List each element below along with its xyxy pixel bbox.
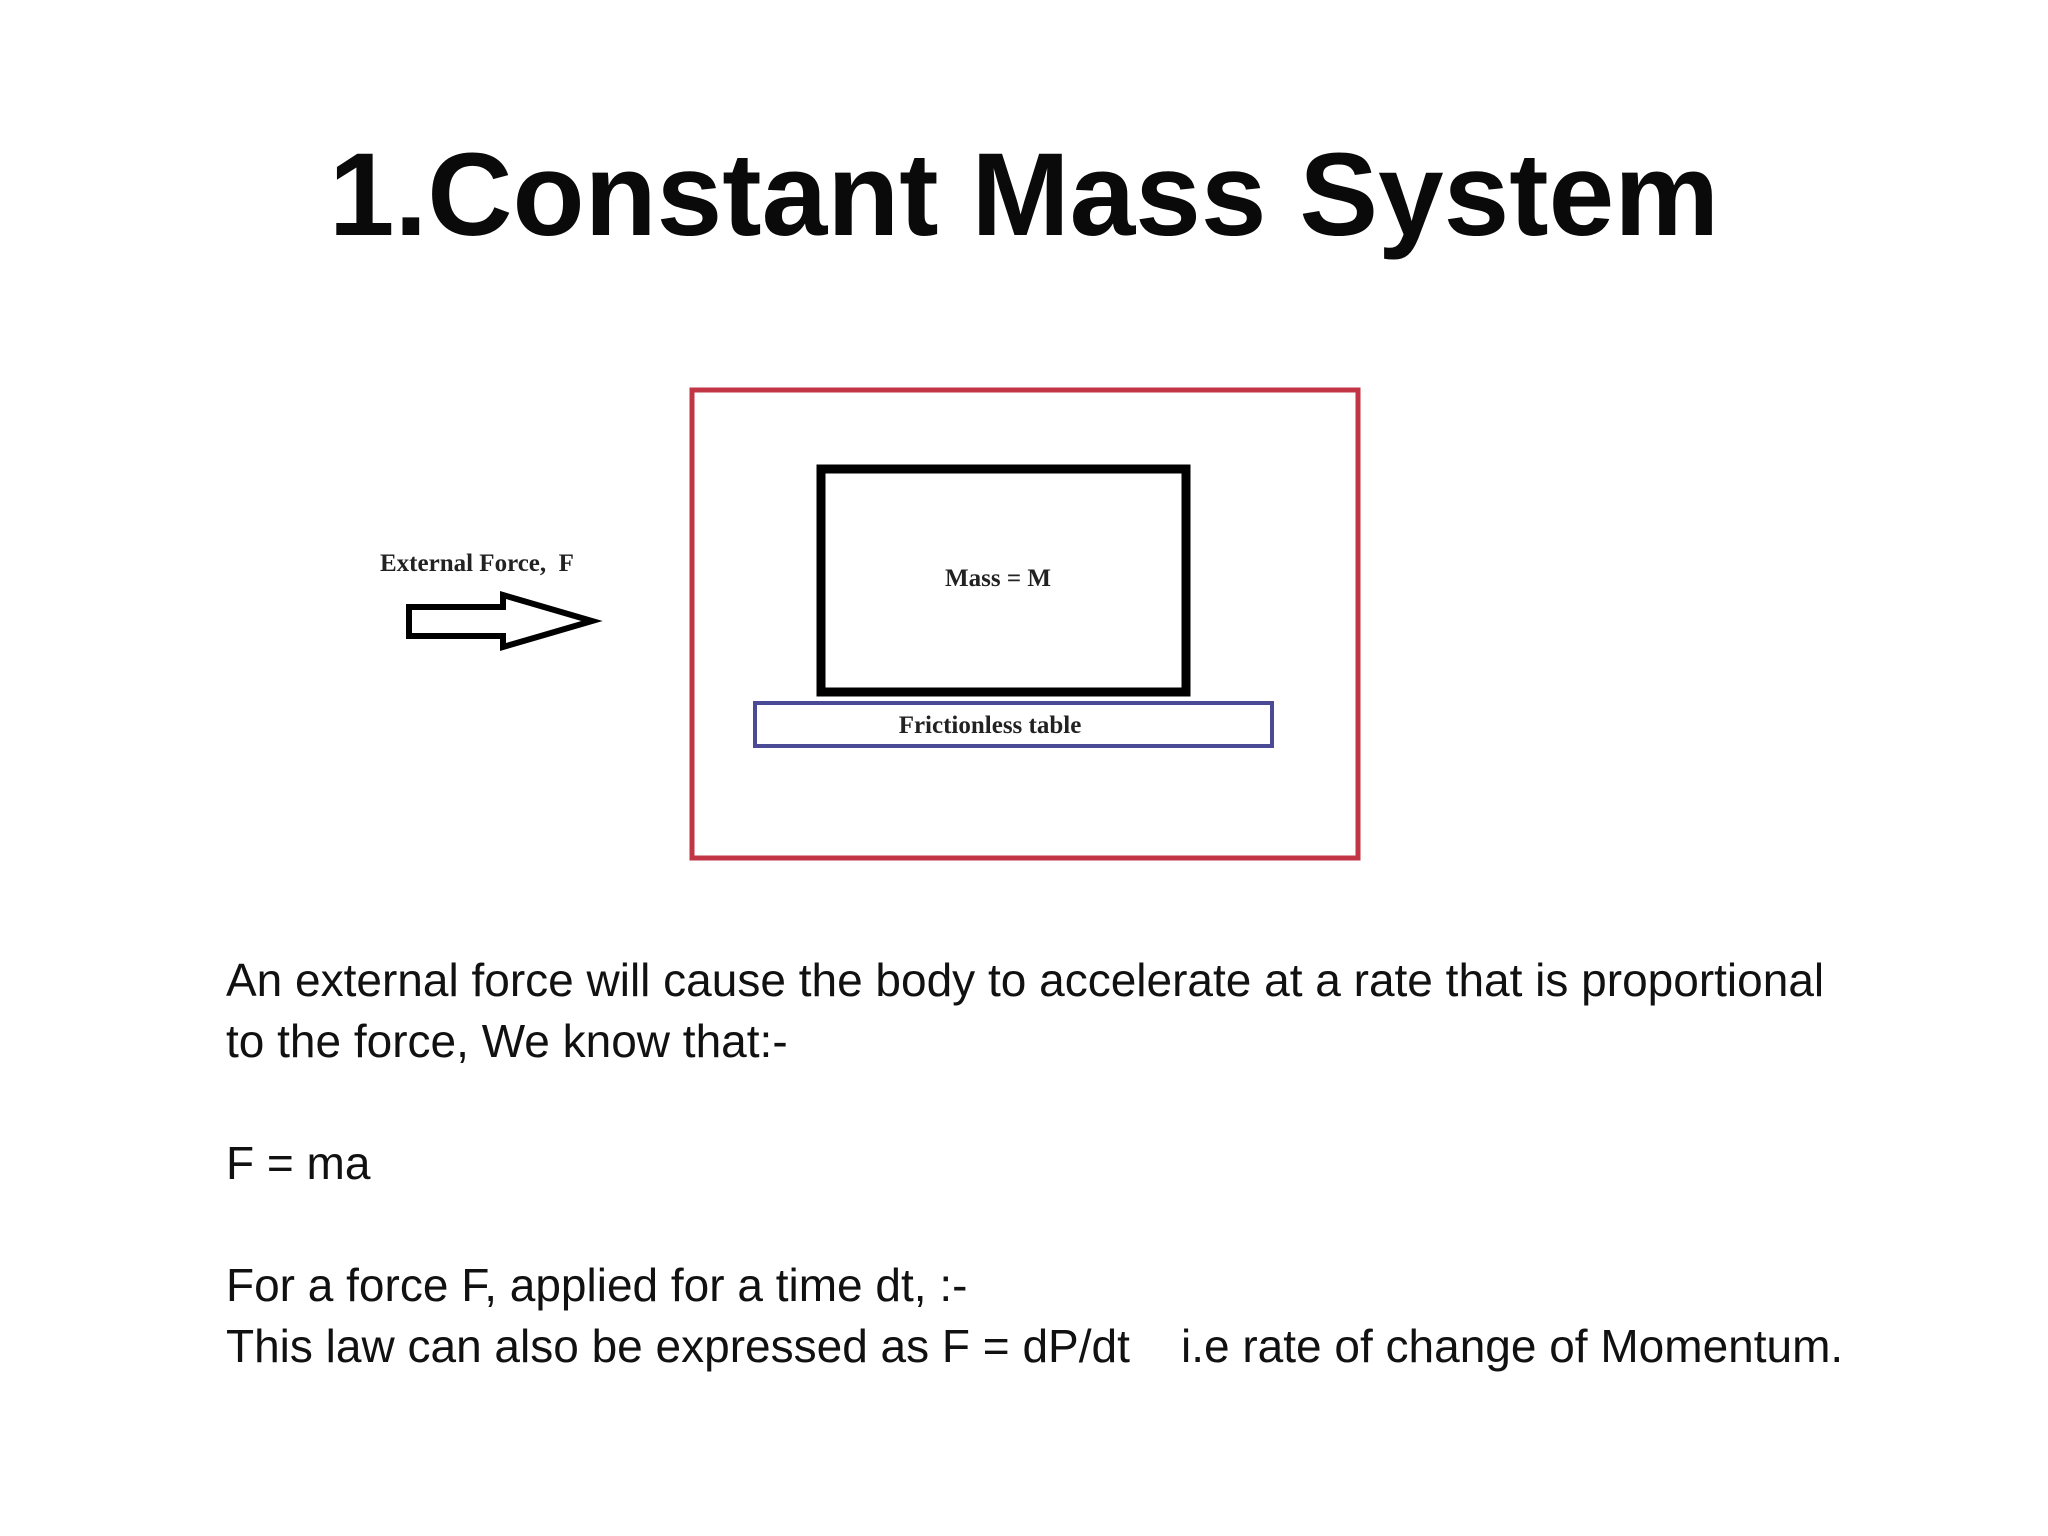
body-line-3: For a force F, applied for a time dt, :- [226, 1259, 968, 1311]
body-line-4: This law can also be expressed as F = dP/dt i.e rate of change of Momentum. [226, 1320, 1844, 1372]
slide-title: 1.Constant Mass System [328, 129, 1720, 261]
equation-f-ma: F = ma [226, 1137, 371, 1189]
table-label: Frictionless table [898, 712, 1082, 739]
external-force-label: External Force, F [380, 550, 574, 577]
body-line-2: to the force, We know that:- [226, 1015, 788, 1067]
slide-body [226, 950, 1926, 1377]
external-force-arrow-icon [409, 595, 592, 647]
mass-label: Mass = M [945, 565, 1051, 592]
body-line-1: An external force will cause the body to accelerate at a rate that is proportional [226, 954, 1825, 1006]
